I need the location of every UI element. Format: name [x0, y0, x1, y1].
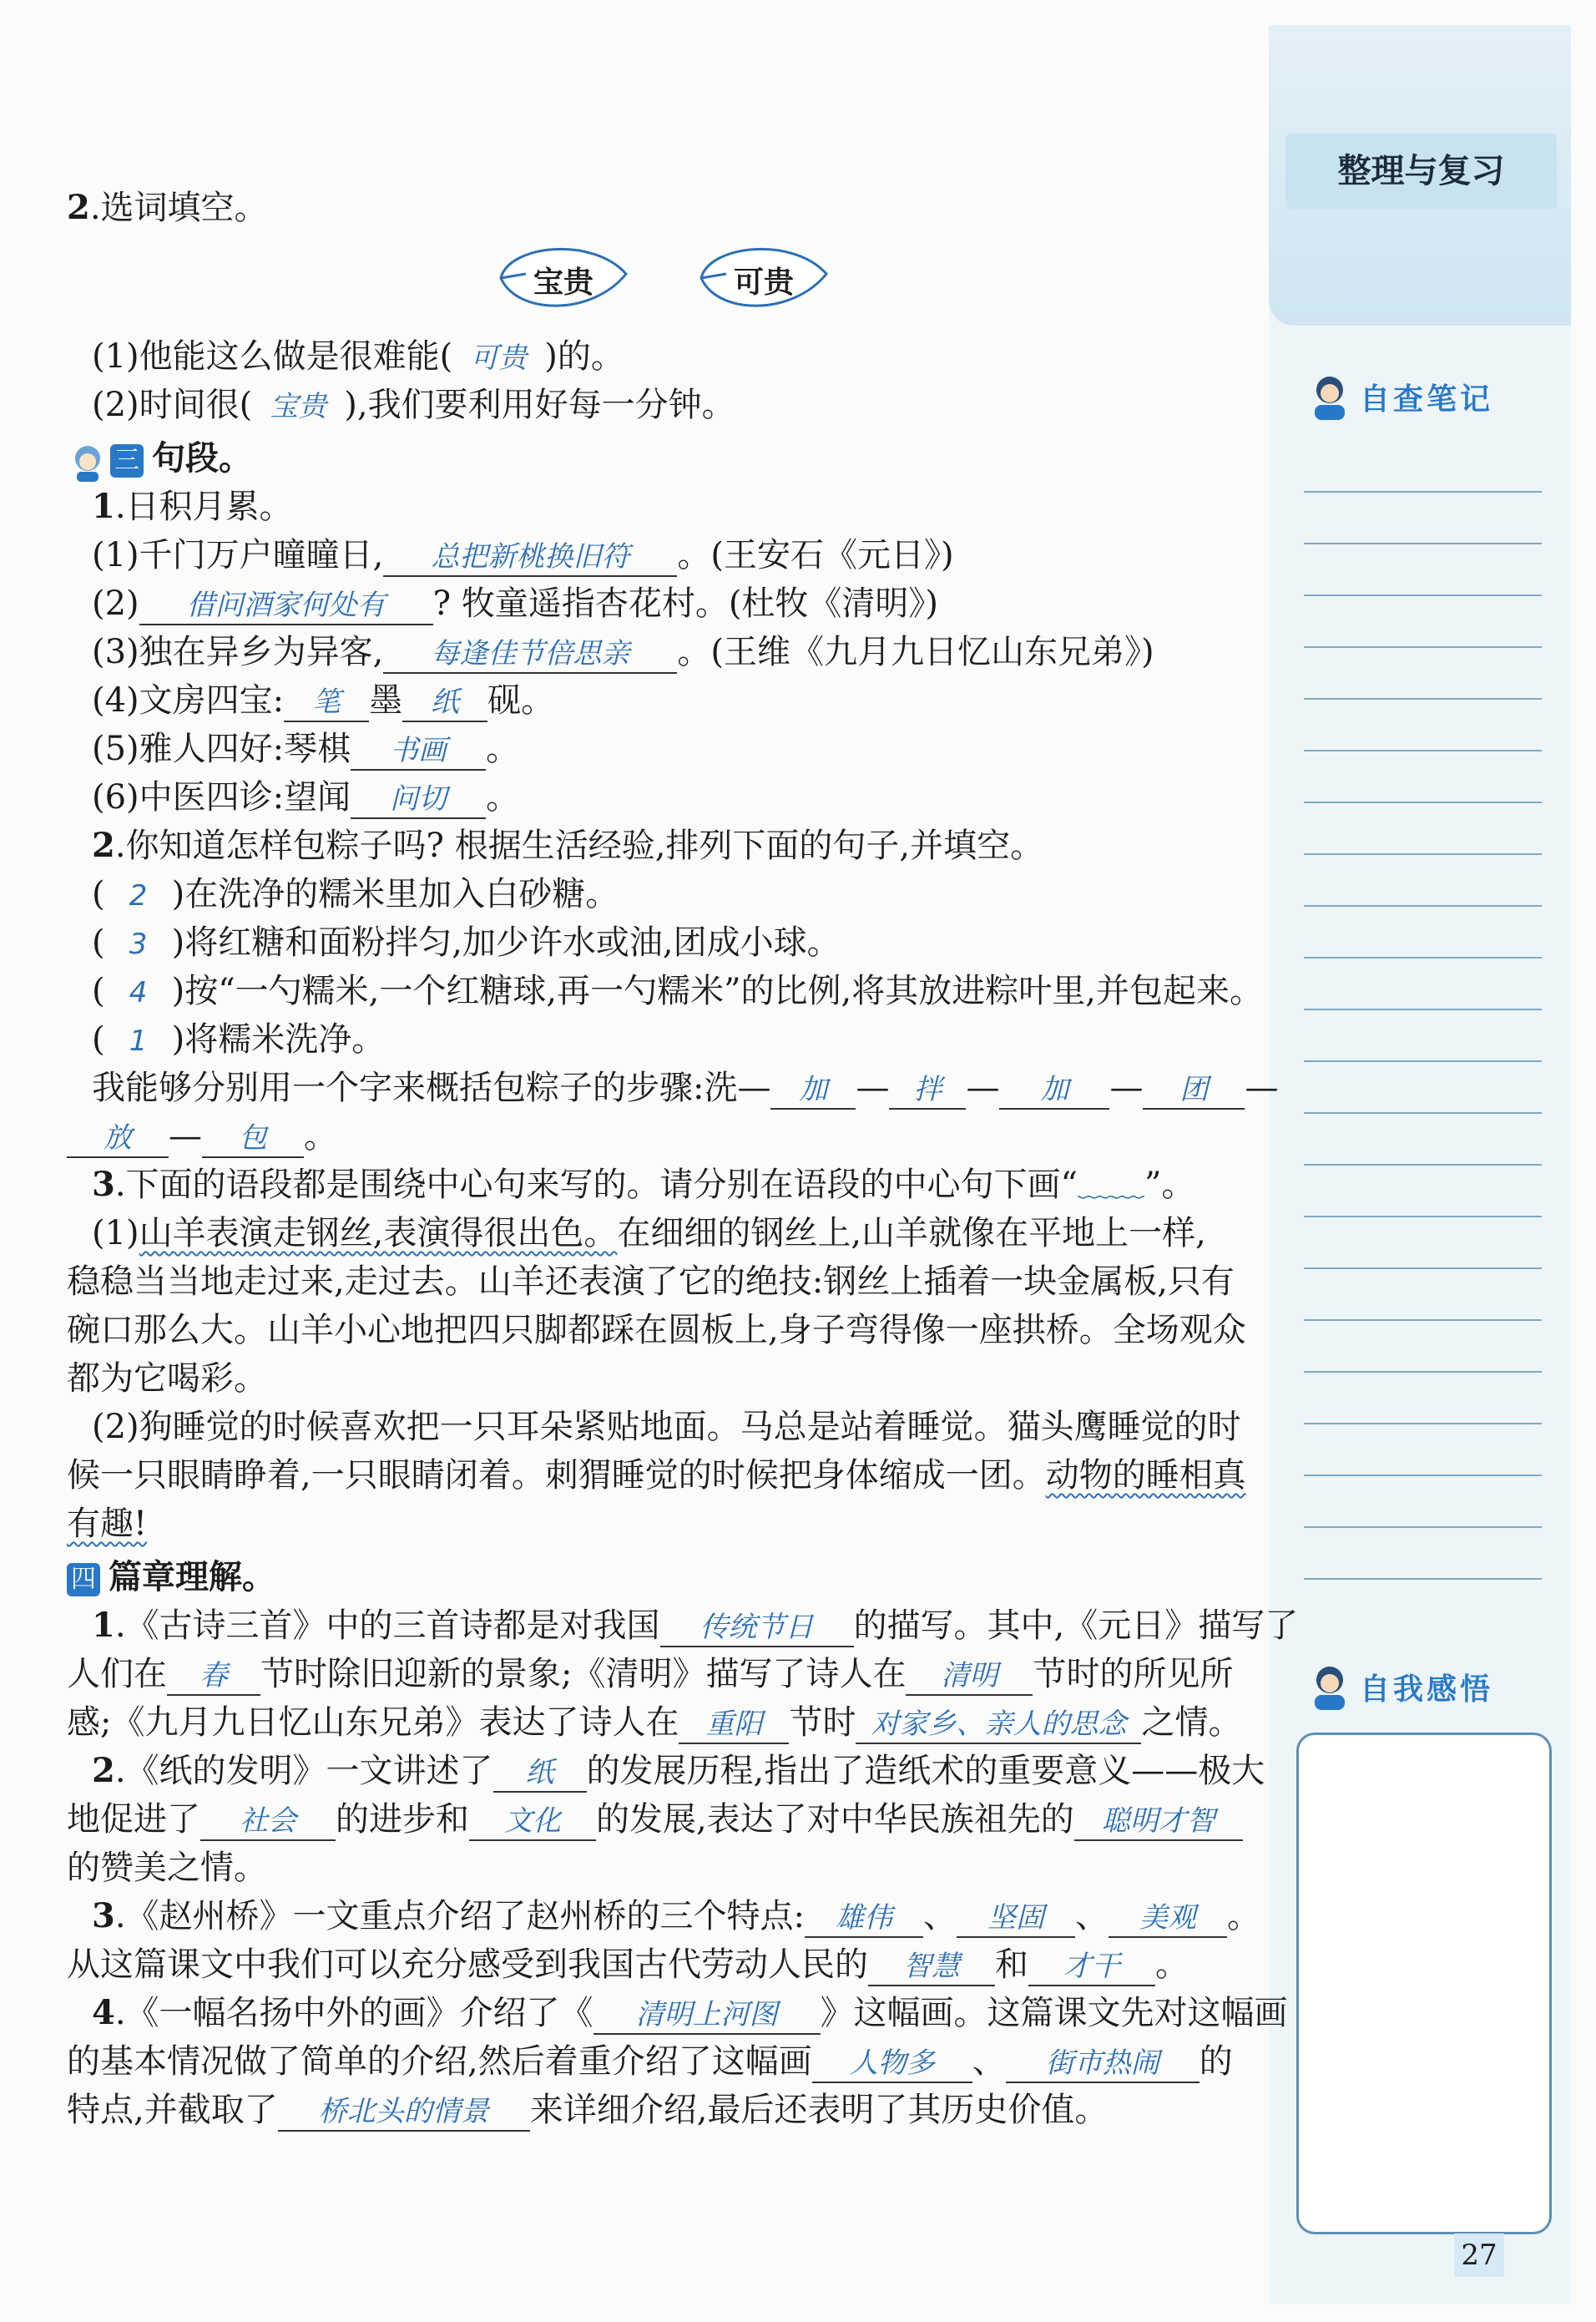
note-line — [1304, 1475, 1542, 1476]
answer-field[interactable]: 社会 — [200, 1803, 336, 1841]
answer-field[interactable]: 智慧 — [868, 1948, 995, 1986]
poem-line-2: (2) 借问酒家何处有 ? 牧童遥指杏花村。(杜牧《清明》) — [67, 579, 1260, 628]
choice-line-1: (1)他能这么做是很难能( 可贵 )的。 — [67, 332, 1260, 381]
answer-field[interactable]: 放 — [67, 1120, 169, 1158]
section-badge: 三 — [110, 444, 144, 478]
answer-field[interactable]: 清明上河图 — [593, 1996, 821, 2035]
sidebar — [1269, 25, 1571, 2304]
leaf-option: 可贵 — [693, 240, 835, 316]
answer-field[interactable]: 纸 — [402, 684, 487, 722]
step-line: ( 2 )在洗净的糯米里加入白砂糖。 — [67, 870, 1260, 918]
section-3-heading: 三 句段。 — [67, 434, 1260, 483]
paragraph-2: (2)狗睡觉的时候喜欢把一只耳朵紧贴地面。马总是站着睡觉。猫头鹰睡觉的时 — [92, 1408, 1241, 1446]
steps-summary-cont: 放 — 包 。 — [67, 1112, 1260, 1161]
order-field[interactable]: 2 — [129, 879, 148, 913]
leaf-option: 宝贵 — [492, 240, 634, 316]
paragraph-1: (1)山羊表演走钢丝,表演得很出色。在细细的钢丝上,山羊就像在平地上一样, — [92, 1214, 1206, 1252]
paragraph-2-cont — [67, 1500, 1260, 1548]
answer-field[interactable]: 坚固 — [957, 1900, 1075, 1938]
poem-line-3: (3)独在异乡为异客, 每逢佳节倍思亲 。(王维《九月九日忆山东兄弟》) — [67, 628, 1260, 676]
answer-field[interactable]: 纸 — [493, 1754, 587, 1793]
page-number: 27 — [1454, 2233, 1504, 2277]
answer-field[interactable]: 对家乡、亲人的思念 — [856, 1706, 1141, 1744]
central-sentence[interactable]: 动物的睡相真 — [1045, 1456, 1246, 1495]
central-sentence[interactable]: 山羊表演走钢丝,表演得很出色。 — [139, 1214, 618, 1252]
answer-field[interactable]: 包 — [202, 1120, 304, 1158]
answer-field[interactable]: 问切 — [351, 781, 486, 819]
answer-field[interactable]: 雄伟 — [805, 1900, 923, 1938]
article-q3: 3.《赵州桥》一文重点介绍了赵州桥的三个特点: 雄伟 、 坚固 、 美观 。 — [67, 1892, 1260, 1940]
q3-title: 3.下面的语段都是围绕中心句来写的。请分别在语段的中心句下画“﹏﹏”。 — [92, 1165, 1195, 1204]
note-line — [1304, 802, 1542, 803]
note-line — [1304, 1060, 1542, 1062]
note-line — [1304, 1009, 1542, 1010]
answer-field[interactable]: 每逢佳节倍思亲 — [383, 635, 677, 674]
answer-field[interactable]: 传统节日 — [660, 1609, 854, 1647]
answer-field[interactable]: 重阳 — [679, 1706, 789, 1744]
article-q1-cont: 感;《九月九日忆山东兄弟》表达了诗人在 重阳 节时 对家乡、亲人的思念 之情。 — [67, 1698, 1260, 1747]
answer-field[interactable]: 笔 — [284, 684, 369, 722]
note-line — [1304, 698, 1542, 700]
order-field[interactable]: 4 — [129, 976, 148, 1009]
note-line — [1304, 1423, 1542, 1424]
note-line — [1304, 1578, 1542, 1580]
note-line — [1304, 1526, 1542, 1528]
answer-field[interactable]: 美观 — [1109, 1900, 1227, 1938]
paragraph-1-cont: 稳稳当当地走过来,走过去。山羊还表演了它的绝技:钢丝上插着一块金属板,只有 — [67, 1262, 1235, 1301]
step-line: ( 4 )按“一勺糯米,一个红糖球,再一勺糯米”的比例,将其放进粽叶里,并包起来。 — [67, 967, 1260, 1015]
main-content — [67, 184, 1299, 2134]
reflection-box[interactable] — [1296, 1733, 1552, 2234]
answer-field[interactable]: 借问酒家何处有 — [139, 587, 433, 625]
note-line — [1304, 594, 1542, 596]
word-choice-leaves — [67, 232, 1260, 332]
paragraph-1-cont: 都为它喝彩。 — [67, 1359, 267, 1398]
answer-field[interactable]: 清明 — [906, 1657, 1033, 1696]
answer-field[interactable]: 聪明才智 — [1074, 1803, 1243, 1841]
note-line — [1304, 543, 1542, 544]
poem-line-4: (4)文房四宝: 笔 墨 纸 砚。 — [67, 676, 1260, 725]
steps-summary: 我能够分别用一个字来概括包粽子的步骤:洗— 加 — 拌 — 加 — 团 — — [67, 1064, 1260, 1112]
answer-field[interactable]: 桥北头的情景 — [278, 2093, 530, 2132]
note-line — [1304, 646, 1542, 648]
note-line — [1304, 853, 1542, 855]
q2-title: 2.你知道怎样包粽子吗? 根据生活经验,排列下面的句子,并填空。 — [92, 826, 1044, 865]
answer-field[interactable]: 春 — [167, 1657, 260, 1696]
poem-line-1: (1)千门万户曈曈日, 总把新桃换旧符 。(王安石《元日》) — [67, 531, 1260, 579]
feel-heading: 自我感悟 — [1306, 1657, 1493, 1716]
paragraph-1-cont: 碗口那么大。山羊小心地把四只脚都踩在圆板上,身子弯得像一座拱桥。全场观众 — [67, 1311, 1246, 1349]
note-line — [1304, 750, 1542, 751]
note-line — [1304, 957, 1542, 959]
note-line — [1304, 905, 1542, 907]
answer-field[interactable]: 书画 — [351, 732, 486, 771]
student-icon — [1306, 372, 1353, 422]
question-2-title: 2.选词填空。 — [67, 188, 268, 227]
section-4-heading: 四 篇章理解。 — [67, 1553, 1260, 1601]
paragraph-2-cont: 候一只眼睛睁着,一只眼睛闭着。刺猬睡觉的时候把身体缩成一团。动物的睡相真 — [67, 1456, 1246, 1495]
answer-field[interactable]: 街市热闹 — [1006, 2045, 1200, 2083]
article-q4-cont: 的基本情况做了简单的介绍,然后着重介绍了这幅画 人物多 、 街市热闹 的 — [67, 2037, 1260, 2086]
order-field[interactable]: 3 — [129, 928, 148, 961]
answer-field[interactable]: 才干 — [1028, 1948, 1155, 1986]
note-line — [1304, 1319, 1542, 1321]
article-q2-cont: 地促进了 社会 的进步和 文化 的发展,表达了对中华民族祖先的 聪明才智 — [67, 1795, 1260, 1844]
step-line: ( 1 )将糯米洗净。 — [67, 1015, 1260, 1064]
step-line: ( 3 )将红糖和面粉拌匀,加少许水或油,团成小球。 — [67, 918, 1260, 967]
girl-icon — [67, 440, 109, 482]
note-line — [1304, 1267, 1542, 1269]
answer-field[interactable]: 人物多 — [812, 2045, 972, 2083]
central-sentence[interactable]: 有趣! — [67, 1505, 148, 1543]
article-q1-cont: 人们在 春 节时除旧迎新的景象;《清明》描写了诗人在 清明 节时的所见所 — [67, 1650, 1260, 1698]
section-badge: 四 — [67, 1563, 100, 1596]
article-q3-cont: 从这篇课文中我们可以充分感受到我国古代劳动人民的 智慧 和 才干 。 — [67, 1940, 1260, 1989]
notes-heading: 自查笔记 — [1306, 367, 1493, 426]
note-line — [1304, 1216, 1542, 1217]
article-q2-cont: 的赞美之情。 — [67, 1849, 267, 1887]
answer-field[interactable]: 总把新桃换旧符 — [383, 539, 677, 577]
article-q2: 2.《纸的发明》一文讲述了 纸 的发展历程,指出了造纸术的重要意义——极大 — [67, 1747, 1260, 1795]
article-q4: 4.《一幅名扬中外的画》介绍了《 清明上河图 》这幅画。这篇课文先对这幅画 — [67, 1989, 1260, 2037]
answer-field[interactable]: 加 — [999, 1071, 1109, 1110]
answer-field[interactable]: 拌 — [889, 1071, 966, 1110]
section-title: 整理与复习 — [1285, 134, 1557, 209]
answer-field[interactable]: 团 — [1143, 1071, 1245, 1110]
article-q1: 1.《古诗三首》中的三首诗都是对我国 传统节日 的描写。其中,《元日》描写了 — [67, 1601, 1260, 1650]
q1-title: 1.日积月累。 — [92, 487, 293, 526]
answer-field[interactable]: 宝贵 — [270, 390, 327, 423]
poem-line-5: (5)雅人四好:琴棋 书画 。 — [67, 725, 1260, 773]
note-line — [1304, 1112, 1542, 1114]
answer-field[interactable]: 加 — [770, 1071, 856, 1110]
note-line — [1304, 1164, 1542, 1166]
note-line — [1304, 1371, 1542, 1373]
poem-line-6: (6)中医四诊:望闻 问切 。 — [67, 773, 1260, 822]
note-line — [1304, 491, 1542, 493]
answer-field[interactable]: 可贵 — [470, 341, 528, 375]
student-icon — [1306, 1662, 1353, 1712]
answer-field[interactable]: 文化 — [469, 1803, 596, 1841]
choice-line-2: (2)时间很( 宝贵 ),我们要利用好每一分钟。 — [67, 381, 1260, 429]
order-field[interactable]: 1 — [129, 1024, 148, 1058]
article-q4-cont: 特点,并截取了 桥北头的情景 来详细介绍,最后还表明了其历史价值。 — [67, 2086, 1260, 2134]
